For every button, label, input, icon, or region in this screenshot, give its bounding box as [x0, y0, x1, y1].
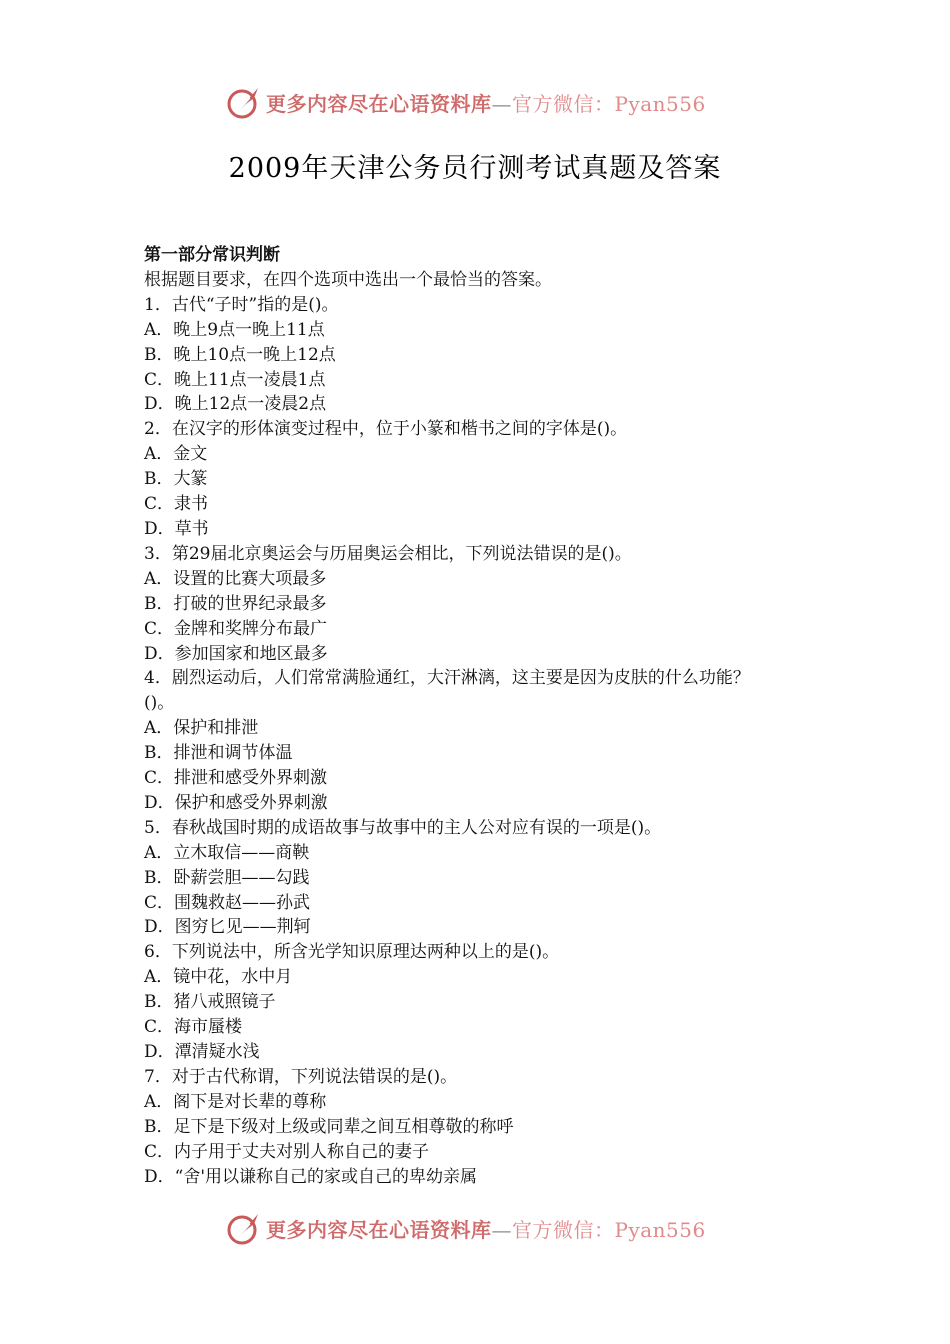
watermark-banner-top: [224, 80, 744, 124]
instruction-text: 根据题目要求，在四个选项中选出一个最恰当的答案。: [144, 269, 552, 290]
option-line: B．大篆: [144, 469, 208, 490]
option-line: C．海市蜃楼: [144, 1017, 243, 1038]
option-line: A．保护和排泄: [144, 718, 259, 739]
option-line: D．草书: [144, 518, 209, 539]
option-line: D．潭清疑水浅: [144, 1042, 260, 1062]
watermark-text: [266, 88, 706, 117]
option-line: B．排泄和调节体温: [144, 743, 293, 764]
option-line: A．镜中花，水中月: [144, 967, 293, 988]
question-line: ()。: [144, 693, 175, 714]
quill-logo-icon: [224, 82, 264, 122]
question-line: 2．在汉字的形体演变过程中，位于小篆和楷书之间的字体是()。: [144, 419, 628, 440]
question-line: 4．剧烈运动后，人们常常满脸通红，大汗淋漓，这主要是因为皮肤的什么功能？: [144, 668, 750, 689]
question-line: 7．对于古代称谓，下列说法错误的是()。: [144, 1066, 458, 1087]
option-line: A．金文: [144, 444, 208, 465]
option-line: C．排泄和感受外界刺激: [144, 768, 328, 789]
option-line: D．图穷匕见——荆轲: [144, 917, 311, 938]
option-line: A．阁下是对长辈的尊称: [144, 1091, 327, 1112]
option-line: D．保护和感受外界刺激: [144, 792, 328, 813]
question-line: 3．第29届北京奥运会与历届奥运会相比，下列说法错误的是()。: [144, 543, 632, 564]
option-line: A．立木取信——商鞅: [144, 842, 310, 863]
document-body: [144, 243, 844, 1189]
watermark-separator: —: [491, 91, 512, 116]
quill-logo-icon: [224, 1208, 264, 1248]
option-line: B．打破的世界纪录最多: [144, 593, 327, 614]
document-title: 2009年天津公务员行测考试真题及答案: [228, 153, 722, 184]
watermark-wechat: 官方微信：Pyan556: [512, 91, 706, 116]
watermark-banner-bottom: [224, 1206, 744, 1250]
option-line: B．猪八戒照镜子: [144, 992, 276, 1013]
watermark-main: 更多内容尽在心语资料库: [266, 91, 492, 116]
option-line: B．晚上10点一晚上12点: [144, 344, 336, 365]
option-line: D．参加国家和地区最多: [144, 643, 328, 664]
question-line: 5．春秋战国时期的成语故事与故事中的主人公对应有误的一项是()。: [144, 817, 662, 838]
option-line: A．晚上9点一晚上11点: [144, 319, 325, 340]
question-list: [144, 293, 844, 1190]
watermark-main: 更多内容尽在心语资料库: [266, 1217, 492, 1242]
option-line: B．足下是下级对上级或同辈之间互相尊敬的称呼: [144, 1116, 514, 1137]
option-line: B．卧薪尝胆——勾践: [144, 867, 310, 888]
option-line: C．围魏救赵——孙武: [144, 892, 311, 913]
watermark-separator: —: [491, 1217, 512, 1242]
option-line: C．金牌和奖牌分布最广: [144, 618, 328, 639]
watermark-text: [266, 1214, 706, 1243]
section-heading: 第一部分常识判断: [144, 245, 280, 265]
option-line: C．隶书: [144, 494, 209, 515]
question-line: 6．下列说法中，所含光学知识原理达两种以上的是()。: [144, 942, 560, 963]
option-line: D．晚上12点一凌晨2点: [144, 394, 327, 415]
watermark-wechat: 官方微信：Pyan556: [512, 1217, 706, 1242]
option-line: A．设置的比赛大项最多: [144, 568, 327, 589]
question-line: 1．古代“子时”指的是()。: [144, 294, 339, 315]
option-line: D．“舍'用以谦称自己的家或自己的卑幼亲属: [144, 1166, 477, 1187]
option-line: C．内子用于丈夫对别人称自己的妻子: [144, 1141, 430, 1162]
option-line: C．晚上11点一凌晨1点: [144, 369, 326, 390]
